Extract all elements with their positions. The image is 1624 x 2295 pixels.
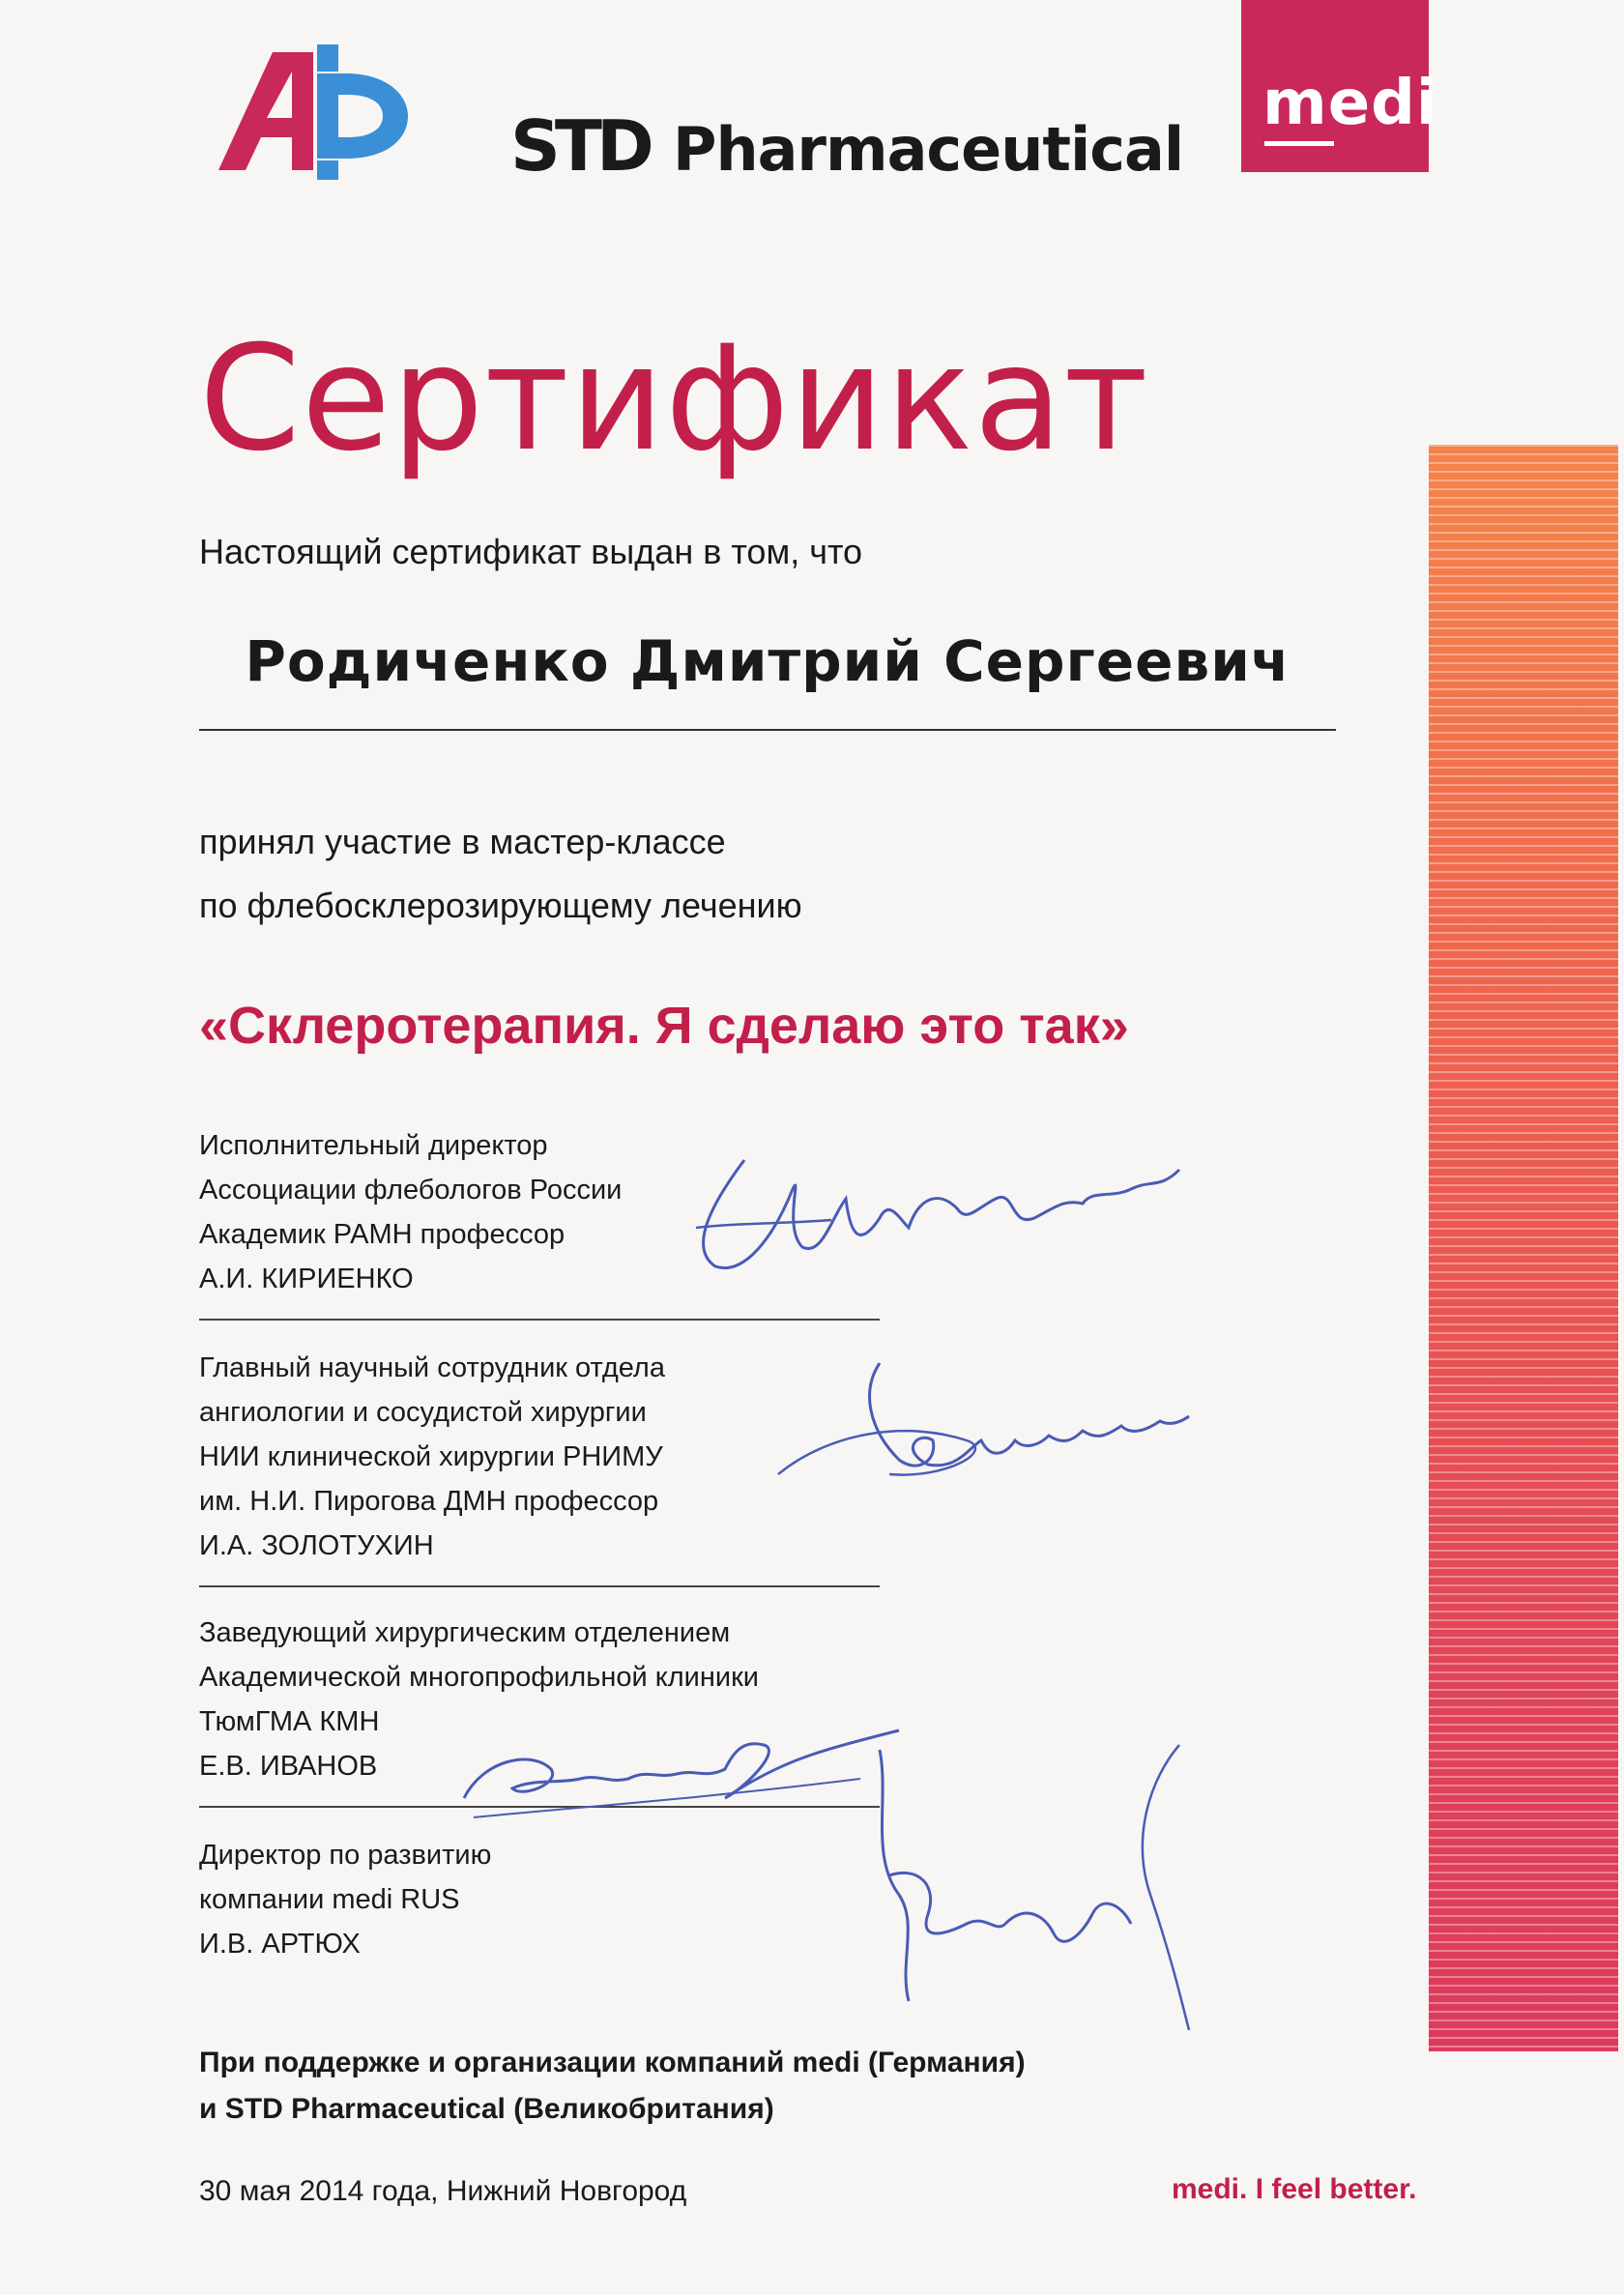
signatory-line: им. Н.И. Пирогова ДМН профессор [199, 1486, 659, 1517]
intro-text: Настоящий сертификат выдан в том, что [199, 532, 863, 571]
course-title: «Склеротерапия. Я сделаю это так» [199, 997, 1129, 1055]
signatory-line: А.И. КИРИЕНКО [199, 1264, 414, 1294]
recipient-underline [199, 729, 1336, 731]
handwritten-signature [677, 1131, 1199, 1295]
signatory-line: ангиологии и сосудистой хирургии [199, 1397, 647, 1428]
participation-text [199, 810, 802, 938]
handwritten-signature [860, 1740, 1208, 2049]
signatory-line: Академической многопрофильной клиники [199, 1662, 759, 1693]
participation-line-1: принял участие в мастер-классе [199, 822, 726, 861]
certificate-title: Сертификат [199, 315, 1149, 483]
signatory-line: Главный научный сотрудник отдела [199, 1352, 665, 1383]
signature-rule [199, 1319, 880, 1321]
medi-logo-underline [1264, 141, 1334, 146]
signature-rule [199, 1585, 880, 1587]
signatory-artyukh [199, 1833, 491, 1966]
signatory-line: НИИ клинической хирургии РНИМУ [199, 1441, 663, 1472]
signatory-zolotukhin [199, 1346, 665, 1568]
date-and-place: 30 мая 2014 года, Нижний Новгород [199, 2175, 687, 2207]
medi-slogan: medi. I feel better. [1172, 2173, 1417, 2205]
support-note [199, 2040, 1026, 2133]
signatory-line: И.А. ЗОЛОТУХИН [199, 1530, 434, 1561]
support-line-1: При поддержке и организации компаний medi (Германия) [199, 2047, 1026, 2078]
signatory-line: И.В. АРТЮХ [199, 1929, 361, 1960]
std-pharmaceutical-logo [510, 105, 1184, 187]
medi-logo [1241, 0, 1438, 172]
decorative-stripe-band [1429, 445, 1618, 2051]
signatory-line: Академик РАМН профессор [199, 1219, 566, 1250]
association-phlebologists-logo [217, 44, 410, 180]
signatory-line: Ассоциации флебологов России [199, 1175, 623, 1206]
signatory-line: компании medi RUS [199, 1884, 460, 1915]
handwritten-signature [454, 1711, 918, 1837]
recipient-name: Родиченко Дмитрий Сергеевич [245, 628, 1290, 694]
medi-logo-text: medi [1262, 68, 1438, 139]
signatory-line: ТюмГМА КМН [199, 1706, 380, 1737]
signatory-line: Заведующий хирургическим отделением [199, 1617, 731, 1648]
participation-line-2: по флебосклерозирующему лечению [199, 886, 802, 925]
handwritten-signature [773, 1353, 1199, 1498]
signatory-kirienko [199, 1123, 622, 1301]
signatory-line: Е.В. ИВАНОВ [199, 1751, 378, 1782]
signatory-line: Исполнительный директор [199, 1130, 548, 1161]
support-line-2: и STD Pharmaceutical (Великобритания) [199, 2093, 774, 2125]
svg-text:Pharmaceutical: Pharmaceutical [673, 114, 1184, 185]
svg-text:STD: STD [510, 105, 649, 187]
signatory-line: Директор по развитию [199, 1840, 492, 1871]
